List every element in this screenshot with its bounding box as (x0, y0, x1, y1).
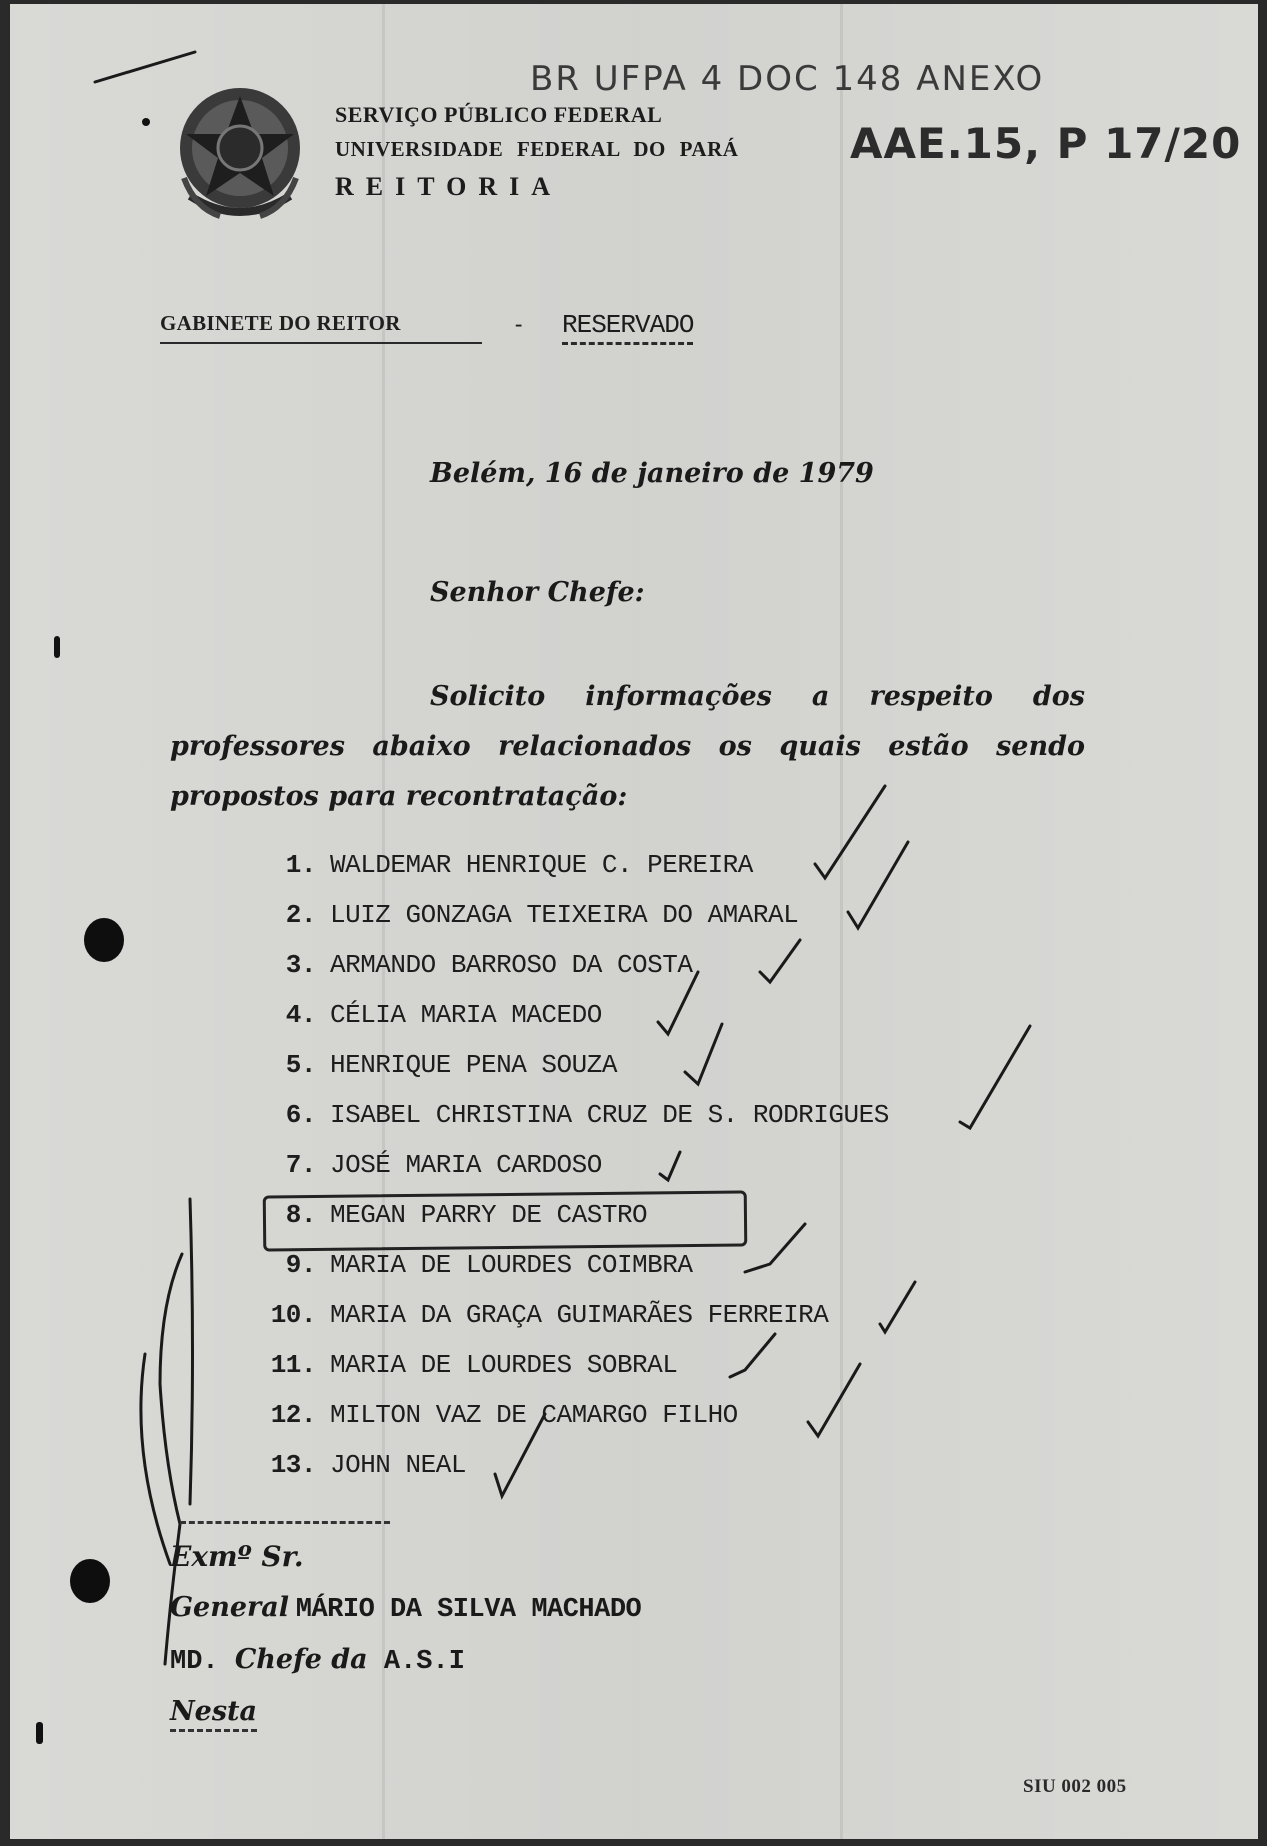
ink-speck (54, 636, 60, 658)
list-item-number: 5. (285, 1050, 316, 1080)
addressee-honorific: Exmº Sr. (170, 1540, 304, 1573)
list-item-number: 8. (285, 1200, 316, 1230)
addressee-location: Nesta (170, 1696, 257, 1732)
list-item-number: 13. (270, 1450, 316, 1480)
ink-speck (142, 118, 150, 126)
list-item-name: JOHN NEAL (330, 1450, 466, 1480)
list-item-number: 1. (285, 850, 316, 880)
list-item-name: MARIA DA GRAÇA GUIMARÃES FERREIRA (330, 1300, 829, 1330)
circled-item-highlight (263, 1190, 748, 1251)
list-item (260, 890, 889, 940)
letterhead-reitoria: REITORIA (335, 172, 563, 201)
list-item-number: 4. (285, 1000, 316, 1030)
list-item-number: 2. (285, 900, 316, 930)
list-item-name: ISABEL CHRISTINA CRUZ DE S. RODRIGUES (330, 1100, 889, 1130)
list-item-name: MARIA DE LOURDES SOBRAL (330, 1350, 678, 1380)
archive-reference-line-1: BR UFPA 4 DOC 148 ANEXO (530, 59, 1045, 99)
list-item-number: 6. (285, 1100, 316, 1130)
list-item-name: MEGAN PARRY DE CASTRO (330, 1200, 648, 1230)
addressee-title-prefix: MD. (170, 1647, 219, 1677)
list-item-number: 3. (285, 950, 316, 980)
date-line: Belém, 16 de janeiro de 1979 (430, 458, 874, 489)
addressee-rule (180, 1521, 390, 1524)
list-item (260, 840, 889, 890)
punch-hole (70, 1559, 110, 1603)
letterhead-line-1: SERVIÇO PÚBLICO FEDERAL (335, 102, 663, 127)
list-item-number: 9. (285, 1250, 316, 1280)
professor-list (260, 840, 889, 1490)
list-item-number: 11. (270, 1350, 316, 1380)
list-item (260, 990, 889, 1040)
letter-body: Solicito informações a respeito dos professores abaixo relacionados os quais estão sendo propostos para recontratação: (170, 681, 1085, 812)
salutation: Senhor Chefe: (430, 577, 645, 608)
list-item-name: MARIA DE LOURDES COIMBRA (330, 1250, 693, 1280)
addressee-rank: General (170, 1592, 290, 1623)
addressee-name-line (170, 1592, 641, 1625)
check-mark-icon (960, 1026, 1030, 1128)
list-item (260, 940, 889, 990)
classification-stamp: RESERVADO (562, 310, 693, 345)
list-item (260, 1040, 889, 1090)
list-item (260, 1440, 889, 1490)
punch-hole (84, 918, 124, 962)
footer-code: SIU 002 005 (1023, 1776, 1127, 1797)
list-item (260, 1340, 889, 1390)
list-item-name: HENRIQUE PENA SOUZA (330, 1050, 617, 1080)
list-item-number: 7. (285, 1150, 316, 1180)
list-item (260, 1290, 889, 1340)
list-item-name: ARMANDO BARROSO DA COSTA (330, 950, 693, 980)
addressee-title-word: Chefe da (234, 1644, 368, 1675)
letterhead-line-2: UNIVERSIDADE FEDERAL DO PARÁ (335, 137, 739, 161)
addressee-name: MÁRIO DA SILVA MACHADO (295, 1595, 642, 1625)
addressee-title-org: A.S.I (383, 1647, 465, 1677)
archive-reference-line-2: AAE.15, P 17/20 (850, 119, 1242, 168)
list-item-name: WALDEMAR HENRIQUE C. PEREIRA (330, 850, 753, 880)
list-item-number: 10. (270, 1300, 316, 1330)
list-item-number: 12. (270, 1400, 316, 1430)
list-item-name: MILTON VAZ DE CAMARGO FILHO (330, 1400, 738, 1430)
list-item-name: CÉLIA MARIA MACEDO (330, 1000, 602, 1030)
list-item (260, 1390, 889, 1440)
document-page (10, 4, 1258, 1839)
margin-bracket-line (141, 1354, 170, 1564)
margin-bracket-line (190, 1199, 193, 1504)
office-label: GABINETE DO REITOR (160, 311, 482, 344)
list-item (260, 1090, 889, 1140)
brazil-coat-of-arms-icon (170, 78, 310, 228)
list-item (260, 1140, 889, 1190)
office-separator: - (515, 311, 523, 336)
addressee-title-line (170, 1644, 465, 1677)
ink-speck (36, 1722, 43, 1744)
list-item-name: LUIZ GONZAGA TEIXEIRA DO AMARAL (330, 900, 799, 930)
list-item-name: JOSÉ MARIA CARDOSO (330, 1150, 602, 1180)
